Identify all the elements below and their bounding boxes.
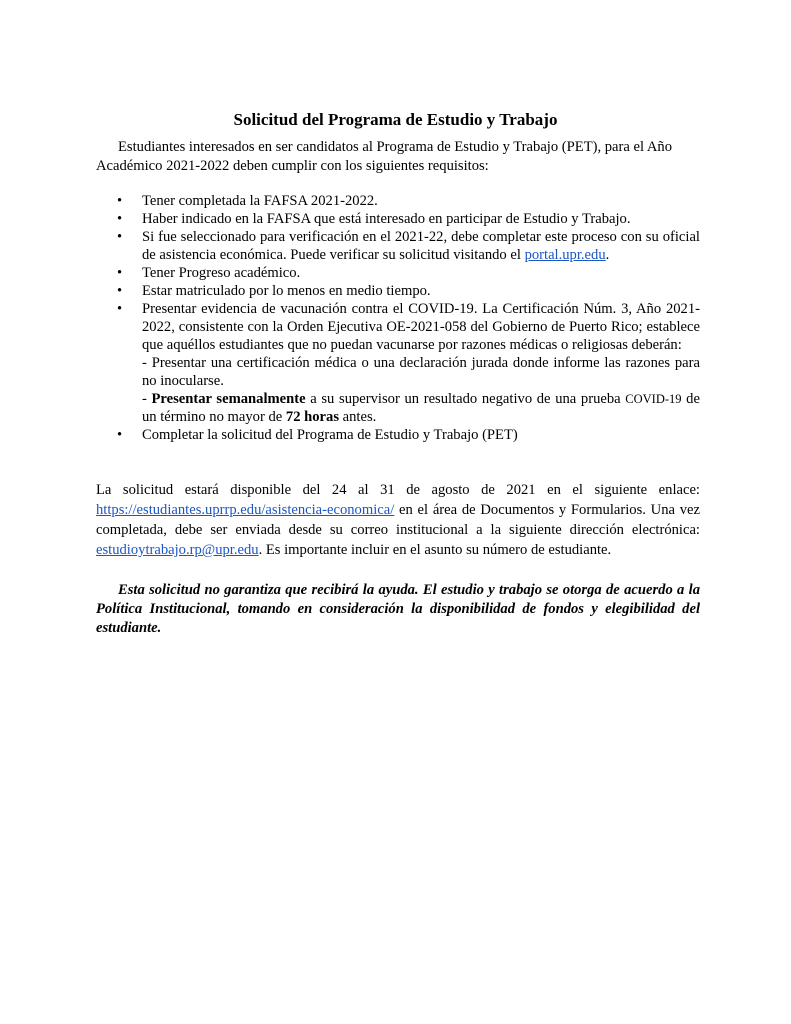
requirements-list (96, 192, 700, 444)
list-item: • Tener completada la FAFSA 2021-2022. (142, 192, 700, 210)
subitem-prefix: - (142, 391, 152, 407)
disclaimer-note: Esta solicitud no garantiza que recibirá la ayuda. El estudio y trabajo se otorga de acuerdo a la Política Institucional, tomando en consideración la disponibilidad de fondos y elegibilidad del estudiante. (96, 582, 700, 636)
vaccination-requirement-text: Presentar evidencia de vacunación contra el COVID-19. La Certificación Núm. 3, Año 2021-2022, consistente con la Orden Ejecutiva OE-2021-058 del Gobierno de Puerto Rico; establece que aquéllos estudiantes que no puedan vacunarse por razones médicas o religiosas deberán: (142, 301, 700, 353)
email-link[interactable]: estudioytrabajo.rp@upr.edu (96, 542, 259, 558)
subitem-end: antes. (339, 409, 377, 425)
list-item: • Haber indicado en la FAFSA que está interesado en participar de Estudio y Trabajo. (142, 210, 700, 228)
intro-paragraph: Estudiantes interesados en ser candidatos al Programa de Estudio y Trabajo (PET), para el Año Académico 2021-2022 deben cumplir con los siguientes requisitos: (96, 139, 673, 174)
requirement-text-end: . (605, 247, 610, 263)
list-item (142, 300, 700, 426)
availability-paragraph (96, 480, 700, 560)
list-item (142, 228, 700, 264)
medical-certification-subitem: - Presentar una certificación médica o una declaración jurada donde informe las razones para no inocularse. (142, 355, 700, 389)
subitem-bold: Presentar semanalmente (151, 391, 306, 407)
subitem-small-text: COVID-19 (625, 392, 682, 406)
subitem-text-2: de un término no mayor de (142, 391, 700, 425)
availability-text-1: La solicitud estará disponible del 24 al 31 de agosto de 2021 en el siguiente enlace: (96, 482, 700, 498)
page-title: Solicitud del Programa de Estudio y Trabajo (233, 110, 558, 129)
availability-text-3: . Es importante incluir en el asunto su número de estudiante. (258, 542, 612, 558)
application-link[interactable]: https://estudiantes.uprrp.edu/asistencia-economica/ (96, 502, 395, 518)
subitem-text: a su supervisor un resultado negativo de una prueba (305, 391, 626, 407)
subitem-bold-2: 72 horas (285, 409, 339, 425)
list-item: • Tener Progreso académico. (142, 264, 700, 282)
weekly-test-subitem (142, 390, 700, 426)
list-item: • Estar matriculado por lo menos en medio tiempo. (142, 282, 700, 300)
portal-link[interactable]: portal.upr.edu (524, 247, 606, 263)
availability-text-2: en el área de Documentos y Formularios. Una vez completada, debe ser enviada desde su correo institucional a la siguiente dirección electrónica: (96, 502, 700, 538)
requirement-text: Si fue seleccionado para verificación en el 2021-22, debe completar este proceso con su oficial de asistencia económica. Puede verificar su solicitud visitando el (142, 229, 700, 263)
list-item: • Completar la solicitud del Programa de Estudio y Trabajo (PET) (142, 426, 700, 444)
